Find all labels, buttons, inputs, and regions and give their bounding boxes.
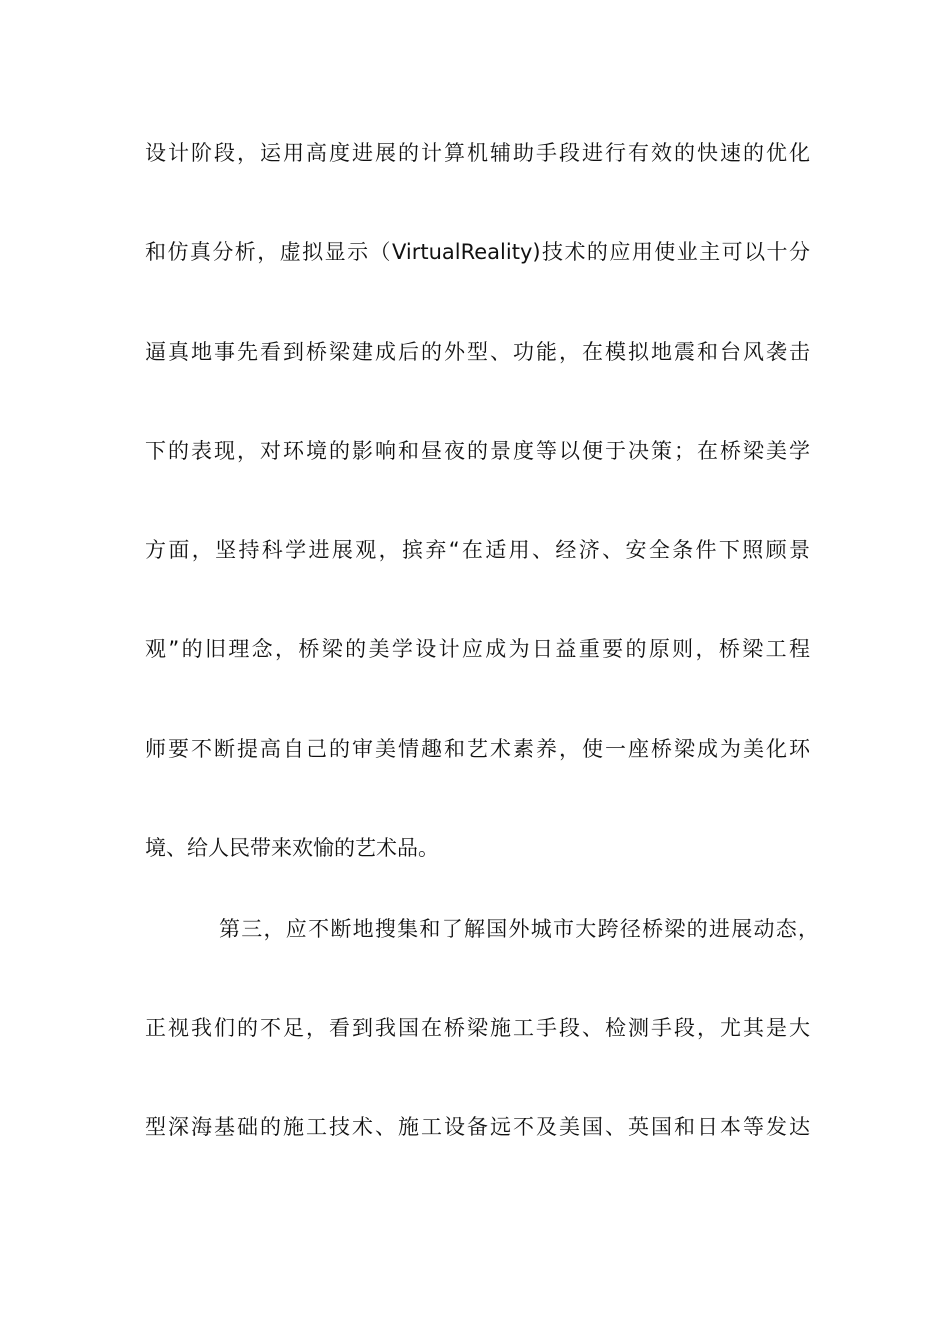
text-line-10: 正视我们的不足，看到我国在桥梁施工手段、检测手段，尤其是大 bbox=[145, 1016, 810, 1040]
text-line-3: 逼真地事先看到桥梁建成后的外型、功能，在模拟地震和台风袭击 bbox=[145, 340, 810, 364]
paragraph-start-line: 第三，应不断地搜集和了解国外城市大跨径桥梁的进展动态， bbox=[219, 917, 819, 941]
text-line-1: 设计阶段，运用高度进展的计算机辅助手段进行有效的快速的优化 bbox=[145, 141, 810, 165]
text-line-5: 方面，坚持科学进展观，摈弃“在适用、经济、安全条件下照顾景 bbox=[145, 538, 810, 562]
text-line-4: 下的表现，对环境的影响和昼夜的景度等以便于决策；在桥梁美学 bbox=[145, 439, 810, 463]
text-line-11: 型深海基础的施工技术、施工设备远不及美国、英国和日本等发达 bbox=[145, 1115, 810, 1139]
text-line-8: 境、给人民带来欢愉的艺术品。 bbox=[145, 836, 439, 860]
text-line-6: 观”的旧理念，桥梁的美学设计应成为日益重要的原则，桥梁工程 bbox=[145, 637, 810, 661]
text-line-2: 和仿真分析，虚拟显示（VirtualReality)技术的应用使业主可以十分 bbox=[145, 240, 810, 264]
text-line-7: 师要不断提高自己的审美情趣和艺术素养，使一座桥梁成为美化环 bbox=[145, 737, 810, 761]
